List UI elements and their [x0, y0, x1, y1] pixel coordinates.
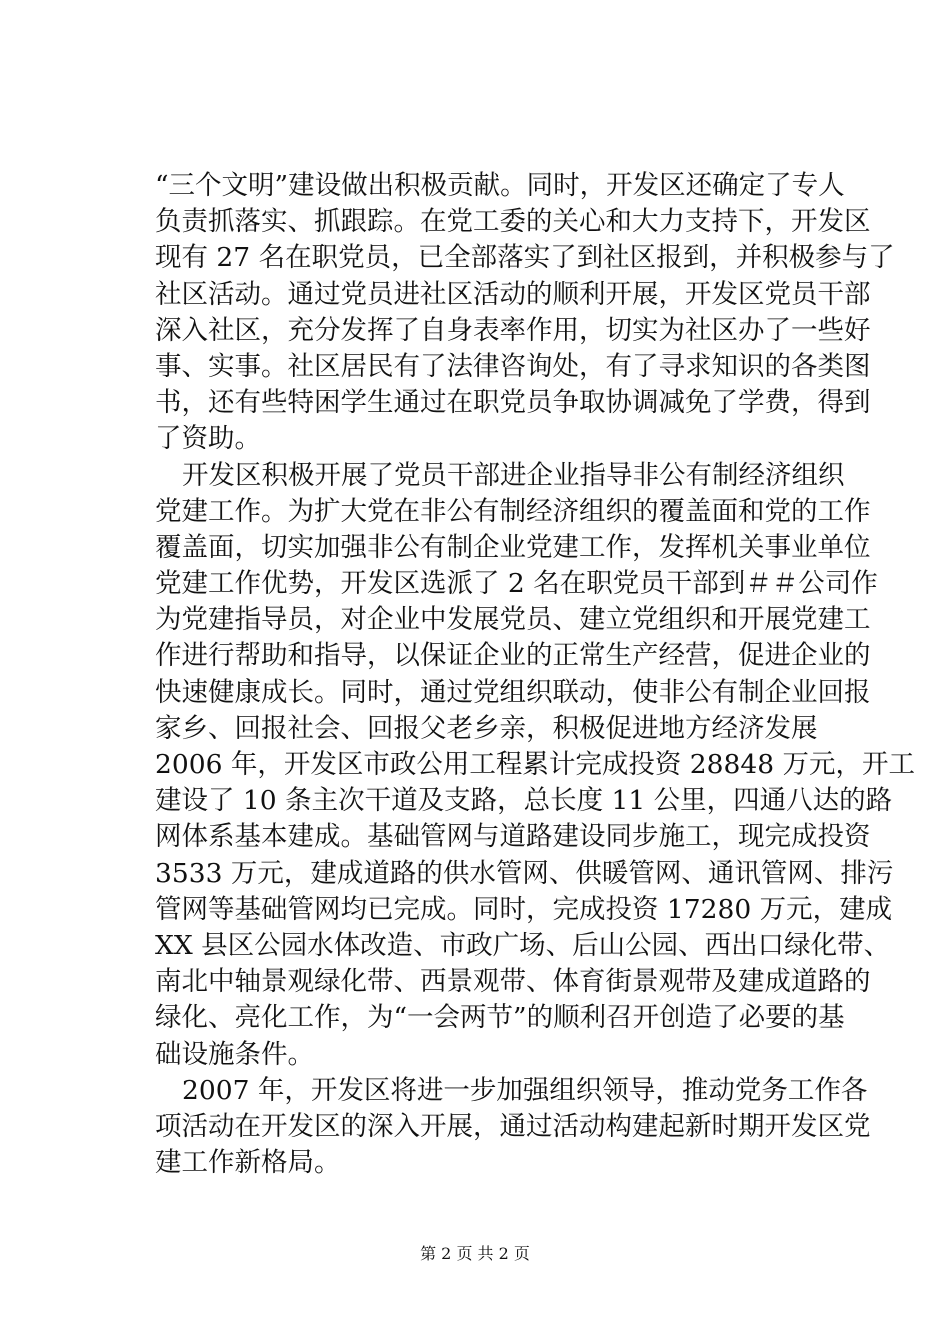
text-line: 3533 万元，建成道路的供水管网、供暖管网、通讯管网、排污 [155, 857, 894, 889]
text-line: 快速健康成长。同时，通过党组织联动，使非公有制企业回报 [155, 676, 871, 708]
paragraph-2 [155, 458, 916, 1073]
text-line: 作进行帮助和指导，以保证企业的正常生产经营，促进企业的 [155, 640, 871, 672]
text-line: 网体系基本建成。基础管网与道路建设同步施工，现完成投资 [155, 821, 871, 853]
text-line: 项活动在开发区的深入开展，通过活动构建起新时期开发区党 [155, 1110, 871, 1142]
text-line: 事、实事。社区居民有了法律咨询处，有了寻求知识的各类图 [155, 350, 871, 382]
page-number-label: 第 2 页 共 2 页 [420, 1244, 530, 1263]
text-line: 开发区积极开展了党员干部进企业指导非公有制经济组织 [182, 459, 845, 491]
text-line: 南北中轴景观绿化带、西景观带、体育街景观带及建成道路的 [155, 966, 871, 998]
text-line: 2006 年，开发区市政公用工程累计完成投资 28848 万元，开工 [155, 749, 916, 780]
paragraph-1 [155, 168, 895, 458]
text-line: 建工作新格局。 [155, 1147, 341, 1179]
text-line: 负责抓落实、抓跟踪。在党工委的关心和大力支持下，开发区 [155, 206, 871, 238]
text-line: 管网等基础管网均已完成。同时，完成投资 17280 万元，建成 [155, 893, 893, 925]
text-line: 党建工作。为扩大党在非公有制经济组织的覆盖面和党的工作 [155, 495, 871, 527]
document-body [155, 168, 916, 1181]
text-line: 绿化、亮化工作，为“一会两节”的顺利召开创造了必要的基 [155, 1002, 845, 1034]
text-line: “三个文明”建设做出积极贡献。同时，开发区还确定了专人 [155, 170, 845, 201]
text-line: 覆盖面，切实加强非公有制企业党建工作，发挥机关事业单位 [155, 531, 871, 563]
page-footer [0, 1244, 950, 1264]
text-line: 为党建指导员，对企业中发展党员、建立党组织和开展党建工 [155, 604, 871, 636]
text-line: 建设了 10 条主次干道及支路，总长度 11 公里，四通八达的路 [155, 785, 893, 817]
text-line: 了资助。 [155, 423, 261, 455]
text-line: 2007 年，开发区将进一步加强组织领导，推动党务工作各 [182, 1074, 868, 1106]
paragraph-3 [155, 1073, 871, 1182]
text-line: 党建工作优势，开发区选派了 2 名在职党员干部到＃＃公司作 [155, 568, 878, 600]
text-line: 础设施条件。 [155, 1038, 314, 1070]
text-line: 深入社区，充分发挥了自身表率作用，切实为社区办了一些好 [155, 314, 871, 346]
text-line: 书，还有些特困学生通过在职党员争取协调减免了学费，得到 [155, 387, 871, 419]
text-line: XX 县区公园水体改造、市政广场、后山公园、西出口绿化带、 [155, 929, 891, 961]
text-line: 社区活动。通过党员进社区活动的顺利开展，开发区党员干部 [155, 278, 871, 310]
text-line: 现有 27 名在职党员，已全部落实了到社区报到，并积极参与了 [155, 242, 895, 274]
text-line: 家乡、回报社会、回报父老乡亲，积极促进地方经济发展 [155, 712, 818, 744]
